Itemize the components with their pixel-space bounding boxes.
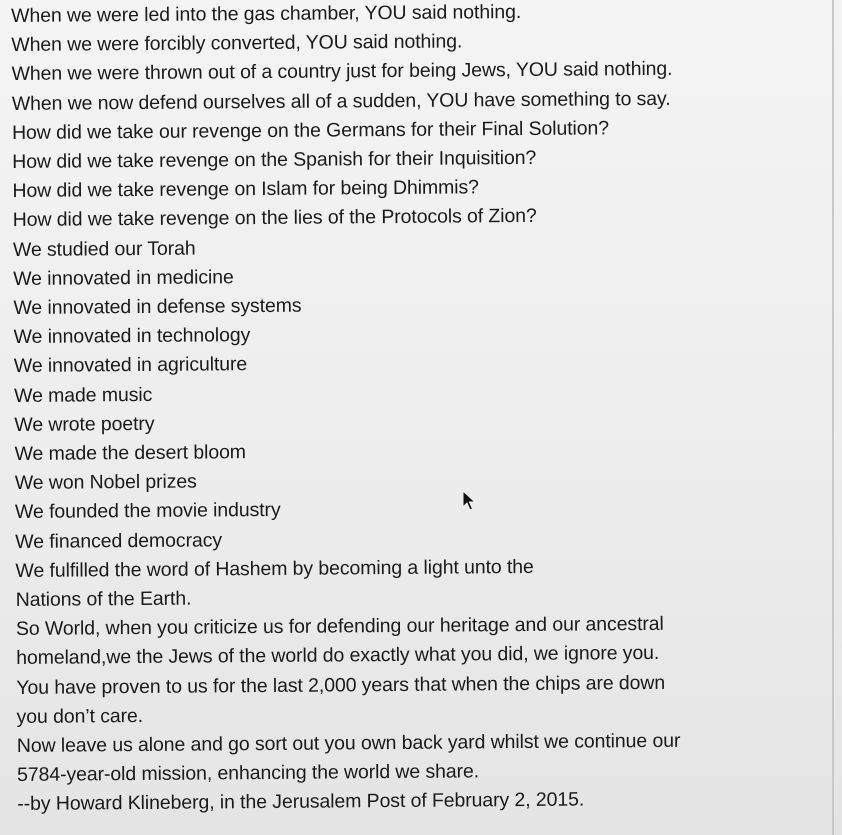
text-line: Now leave us alone and go sort out you own back yard whilst we continue our	[16, 729, 681, 758]
text-line: We studied our Torah	[12, 237, 196, 261]
text-line: We innovated in technology	[13, 324, 251, 349]
text-line: We fulfilled the word of Hashem by becoming a light unto the	[15, 555, 534, 582]
text-line: How did we take revenge on Islam for being Dhimmis?	[12, 176, 479, 203]
text-line: When we now defend ourselves all of a sudden, YOU have something to say.	[11, 87, 671, 115]
text-line: We founded the movie industry	[14, 499, 281, 524]
text-line: you don’t care.	[16, 704, 144, 728]
text-line: When we were led into the gas chamber, YOU said nothing.	[11, 0, 522, 27]
text-line: We won Nobel prizes	[14, 470, 197, 495]
text-line: 5784-year-old mission, enhancing the world we share.	[16, 760, 480, 787]
text-line: We innovated in defense systems	[13, 294, 302, 320]
text-line: So World, when you criticize us for defending our heritage and our ancestral	[15, 613, 664, 641]
text-line: How did we take our revenge on the Germans for their Final Solution?	[11, 117, 610, 144]
text-line: We wrote poetry	[14, 412, 155, 436]
text-line: Nations of the Earth.	[15, 587, 192, 612]
text-line: We made music	[14, 383, 153, 407]
text-line: How did we take revenge on the Spanish for their Inquisition?	[12, 146, 537, 174]
text-line: homeland,we the Jews of the world do exactly what you did, we ignore you.	[16, 642, 660, 670]
document-text	[11, 0, 839, 820]
mouse-pointer-icon	[462, 490, 476, 512]
text-line: When we were thrown out of a country just for being Jews, YOU said nothing.	[11, 58, 673, 86]
text-line: When we were forcibly converted, YOU said nothing.	[11, 30, 463, 57]
text-line: You have proven to us for the last 2,000 years that when the chips are down	[16, 671, 666, 699]
text-line: We made the desert bloom	[14, 441, 247, 466]
text-line: How did we take revenge on the lies of the Protocols of Zion?	[12, 205, 537, 232]
text-line: We financed democracy	[15, 529, 223, 553]
attribution-line: --by Howard Klineberg, in the Jerusalem Post of February 2, 2015.	[17, 789, 585, 816]
text-line: We innovated in medicine	[13, 266, 234, 290]
text-line: We innovated in agriculture	[13, 353, 248, 378]
